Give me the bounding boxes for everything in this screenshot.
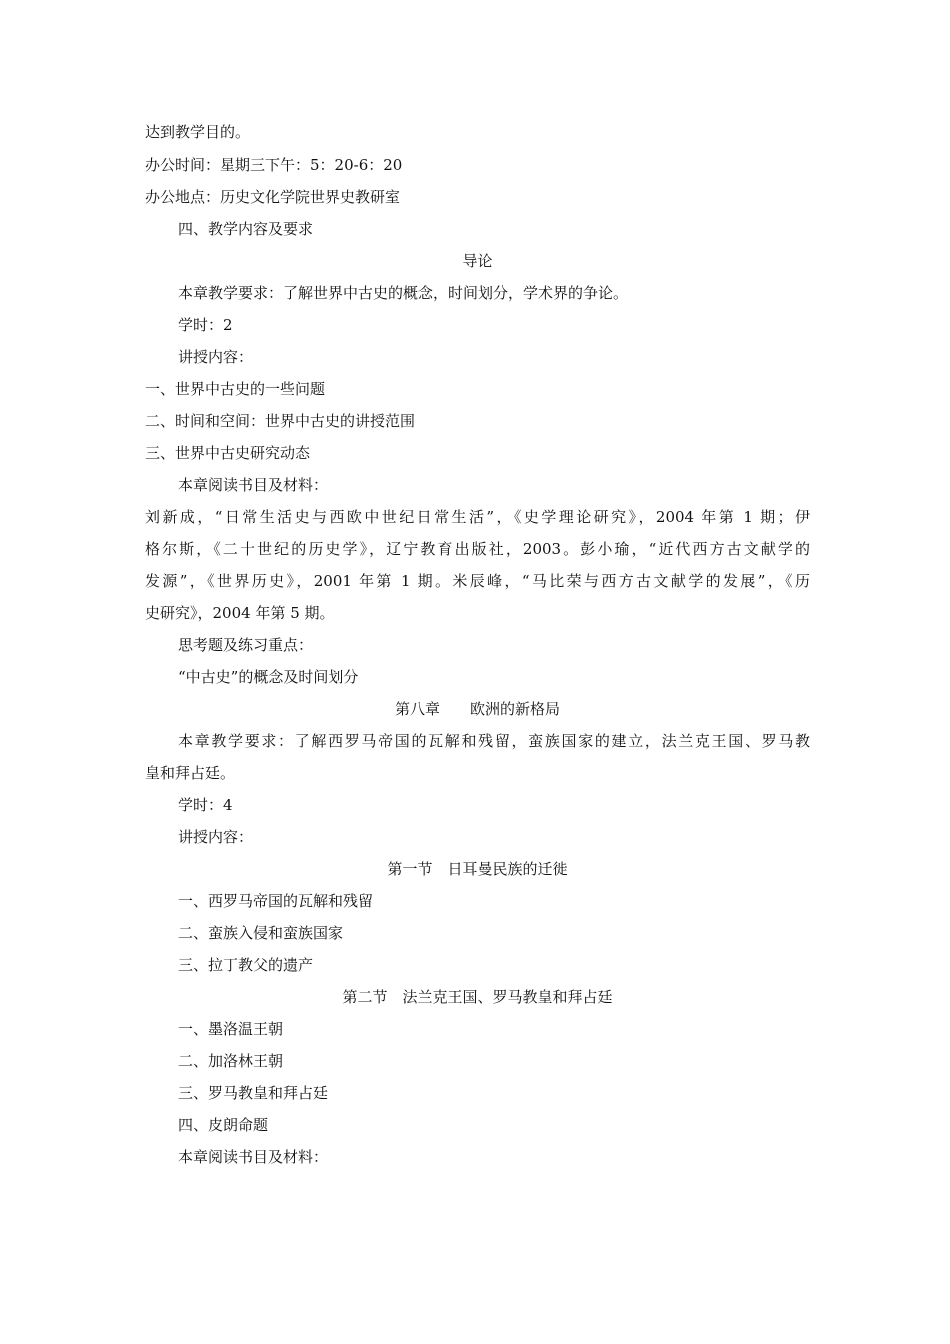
list-item: 一、西罗马帝国的瓦解和残留	[178, 892, 374, 910]
teaching-requirement: 本章教学要求：了解西罗马帝国的瓦解和残留，蛮族国家的建立，法兰克王国、罗马教	[178, 732, 810, 750]
section-title: 第二节 法兰克王国、罗马教皇和拜占廷	[342, 988, 613, 1006]
chapter-title-introduction: 导论	[462, 252, 493, 270]
reading-list-label: 本章阅读书目及材料：	[178, 476, 329, 494]
list-item: 三、世界中古史研究动态	[145, 444, 311, 462]
list-item: 一、墨洛温王朝	[178, 1020, 284, 1038]
exercises-label: 思考题及练习重点：	[178, 636, 314, 654]
list-item: 二、时间和空间：世界中古史的讲授范围	[145, 412, 416, 430]
list-item: 二、加洛林王朝	[178, 1052, 284, 1070]
list-item: 四、皮朗命题	[178, 1116, 269, 1134]
reading-list-label: 本章阅读书目及材料：	[178, 1148, 329, 1166]
class-hours: 学时：2	[178, 316, 233, 334]
lecture-content-label: 讲授内容：	[178, 828, 254, 846]
exercise-item: “中古史”的概念及时间划分	[178, 668, 359, 686]
paragraph-line: 达到教学目的。	[145, 123, 251, 141]
section-title: 第一节 日耳曼民族的迁徙	[387, 860, 568, 878]
class-hours: 学时：4	[178, 796, 233, 814]
office-location-line: 办公地点：历史文化学院世界史教研室	[145, 188, 401, 206]
office-hours-line: 办公时间：星期三下午：5：20-6：20	[145, 156, 403, 174]
list-item: 二、蛮族入侵和蛮族国家	[178, 924, 344, 942]
reading-list-text: 发源”，《世界历史》，2001 年第 1 期。米辰峰，“马比荣与西方古文献学的发展”，《历	[145, 572, 810, 590]
reading-list-text: 格尔斯，《二十世纪的历史学》，辽宁教育出版社，2003。彭小瑜，“近代西方古文献学的	[145, 540, 810, 558]
list-item: 三、罗马教皇和拜占廷	[178, 1084, 329, 1102]
section-heading: 四、教学内容及要求	[178, 220, 314, 238]
reading-list-text: 史研究》，2004 年第 5 期。	[145, 604, 335, 622]
reading-list-text: 刘新成，“日常生活史与西欧中世纪日常生活”，《史学理论研究》，2004 年第 1 期；伊	[145, 508, 810, 526]
list-item: 一、世界中古史的一些问题	[145, 380, 326, 398]
chapter-title-eight: 第八章 欧洲的新格局	[394, 700, 560, 718]
teaching-requirement: 本章教学要求：了解世界中古史的概念，时间划分，学术界的争论。	[178, 284, 629, 302]
list-item: 三、拉丁教父的遗产	[178, 956, 314, 974]
teaching-requirement: 皇和拜占廷。	[145, 764, 236, 782]
lecture-content-label: 讲授内容：	[178, 348, 254, 366]
